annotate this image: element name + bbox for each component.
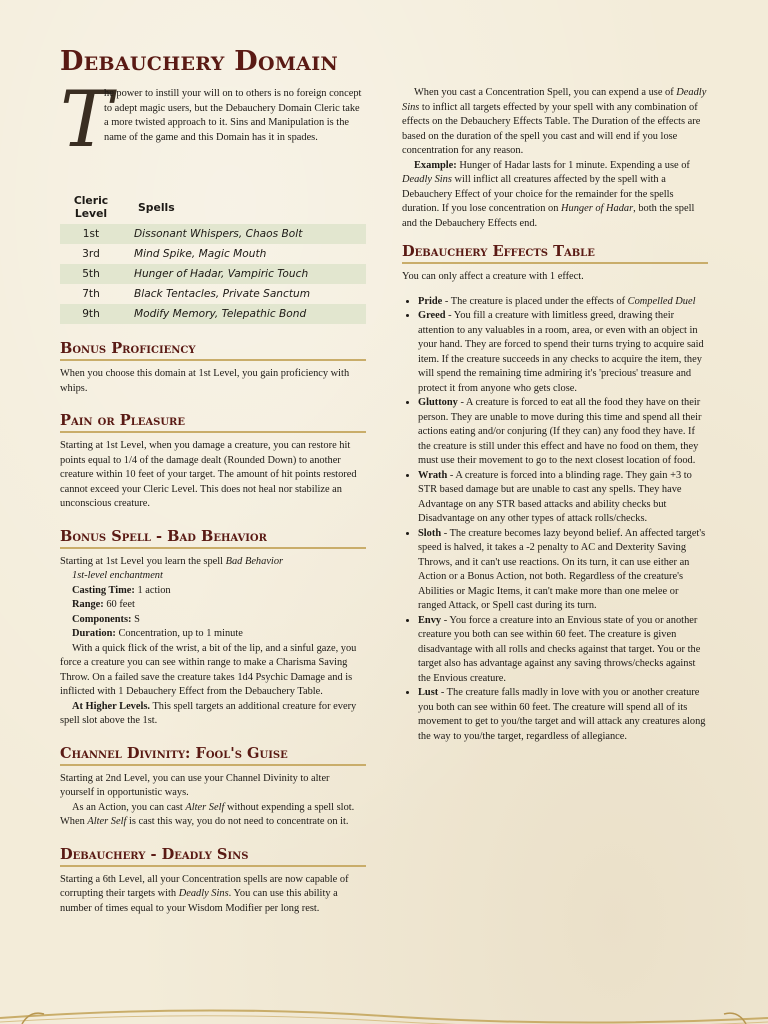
list-item	[418, 469, 708, 527]
list-item	[418, 309, 708, 396]
higher-levels-label: At Higher Levels.	[72, 700, 151, 712]
list-item	[418, 527, 708, 614]
spell-school: 1st-level enchantment	[72, 570, 163, 581]
intro-paragraph	[60, 75, 366, 187]
example-label: Example:	[414, 159, 457, 171]
effect-name: Sloth	[418, 527, 442, 539]
table-row	[60, 284, 366, 304]
footer-flourish	[0, 996, 768, 1024]
casting-time-value: 1 action	[134, 584, 171, 596]
effect-name: Greed	[418, 310, 446, 321]
effect-name: Envy	[418, 614, 442, 626]
cleric-level-cell: 5th	[60, 264, 128, 284]
effects-table-heading: Debauchery Effects Table	[402, 243, 708, 264]
table-row	[60, 244, 366, 264]
spell-description: With a quick flick of the wrist, a bit of the lip, and a sinful gaze, you force a creature you can see within range to make a Charisma Saving Throw. On a failed save the creature takes 1d4 Psychic Damage and is inflicted with 1 Debauchery Effect from the Debauchery Table.	[60, 642, 357, 697]
casting-time-label: Casting Time:	[72, 584, 135, 596]
domain-spells-table	[60, 191, 366, 324]
spells-cell: Modify Memory, Telepathic Bond	[128, 304, 366, 324]
bonus-spell-heading: Bonus Spell - Bad Behavior	[60, 528, 366, 549]
higher-levels-text: This spell targets an additional creature for every spell slot above the 1st.	[60, 700, 357, 726]
header-spells: Spells	[138, 200, 175, 214]
effect-name: Wrath	[418, 469, 448, 481]
spell-higher-levels	[60, 700, 366, 729]
spell-duration	[72, 627, 366, 642]
spells-cell: Dissonant Whispers, Chaos Bolt	[128, 224, 366, 244]
ex-c: , both the spell and the Debauchery Effects end.	[402, 203, 695, 229]
effect-text: - A creature is forced to eat all the food they have on their person. They are unable to move during this time and spend all their actions eating and/or conjuring (If they can) any food they have. If the creature is still under this effect and have no food on them, they must use their movement to go to the next closest location of food.	[418, 397, 702, 466]
effect-text: - A creature is forced into a blinding rage. They gain +3 to STR based damage but are unable to cast any spells. They have Advantage on any STR based attacks and ability checks but Disadvantage on any other types of attack rolls/checks.	[418, 469, 692, 524]
effect-text: - You fill a creature with limitless greed, drawing their attention to any valuables in a room, area, or even with an object in your hand. They are forced to spend their turns trying to acquire said item. If the creature succeeds in any checks to acquire the item, they will spend the remaining time admiring it's 'precious' treasure and protect it from anyone who gets close.	[418, 310, 704, 394]
effects-list	[402, 295, 708, 745]
list-item	[418, 614, 708, 687]
ex-a: Hunger of Hadar lasts for 1 minute. Expending a use of	[456, 159, 690, 171]
deadly-sins-text	[60, 873, 366, 917]
example-paragraph	[402, 159, 708, 232]
list-item	[418, 396, 708, 469]
cleric-level-cell: 3rd	[82, 248, 100, 260]
bonus-spell-intro-text: Starting at 1st Level you learn the spell	[60, 555, 226, 567]
channel-divinity-text: Starting at 2nd Level, you can use your Channel Divinity to alter yourself in opportunistic ways.	[60, 772, 330, 798]
cd-spell-2: Alter Self	[87, 816, 127, 827]
cleric-level-cell: 1st	[60, 224, 128, 244]
bonus-proficiency-text: When you choose this domain at 1st Level, you gain proficiency with whips.	[60, 368, 350, 394]
cd-text-b: without expending a spell slot. When	[60, 801, 355, 827]
intro-text: he power to instill your will on to others is no foreign concept to adept magic users, but the Debauchery Domain Cleric take a more twisted approach to it. Sins and Manipulation is the name of the game and this Domain has it in spades.	[104, 88, 362, 143]
duration-value: Concentration, up to 1 minute	[115, 628, 243, 639]
components-value: S	[131, 613, 140, 625]
range-value: 60 feet	[103, 599, 135, 610]
ds-text-a: Starting a 6th Level, all your Concentration spells are now capable of corrupting their targets with	[60, 873, 349, 899]
concentration-paragraph	[402, 86, 708, 159]
effect-text: - The creature is placed under the effects of	[442, 295, 628, 307]
table-row	[60, 264, 366, 284]
spells-cell: Mind Spike, Magic Mouth	[134, 248, 267, 260]
channel-divinity-alter-self	[60, 801, 366, 830]
table-row	[60, 224, 366, 244]
spells-cell: Hunger of Hadar, Vampiric Touch	[128, 264, 366, 284]
table-row	[60, 304, 366, 324]
effect-text: - You force a creature into an Envious state of you or another creature you both can see within 60 feet. The creature is given disadvantage with all rolls and checks against that target. You or the target also has advantage against any saving throws/checks against the Envious creature.	[418, 614, 701, 684]
ds-text-b: . You can use this ability a number of times equal to your Wisdom Modifier per long rest.	[60, 888, 338, 914]
spell-range	[72, 598, 366, 613]
cd-text-c: is cast this way, you do not need to concentrate on it.	[126, 816, 349, 827]
ri-p1-a: When you cast a Concentration Spell, you can expend a use of	[414, 87, 677, 98]
list-item	[418, 295, 708, 310]
spell-components	[72, 613, 366, 628]
right-column	[402, 86, 708, 744]
ex-b: will inflict all creatures affected by the spell with a Debauchery Effect of your choice for the remainder for the spells duration. If you lose concentration on	[402, 174, 674, 214]
header-cleric-level: Cleric Level	[73, 194, 109, 220]
spells-cell: Black Tentacles, Private Sanctum	[134, 288, 311, 300]
ex-em1: Deadly Sins	[402, 174, 452, 185]
dropcap-letter: T	[60, 75, 113, 165]
duration-label: Duration:	[72, 628, 116, 639]
deadly-sins-heading: Debauchery - Deadly Sins	[60, 846, 366, 867]
list-item	[418, 686, 708, 744]
pain-or-pleasure-text: Starting at 1st Level, when you damage a creature, you can restore hit points equal to 1/4 of the damage dealt (Rounded Down) to another creature within 10 feet of your target. The amount of hit points restored cannot exceed your Cleric Level. This does not heal nor stabilize an unconscious creature.	[60, 440, 357, 509]
page-title: Debauchery Domain	[60, 46, 339, 77]
bonus-spell-name: Bad Behavior	[225, 555, 284, 567]
cleric-level-cell: 9th	[60, 304, 128, 324]
ex-em2: Hunger of Hadar	[561, 203, 634, 214]
bonus-proficiency-heading: Bonus Proficiency	[60, 340, 366, 361]
spell-casting-time	[72, 584, 366, 599]
effect-text: - The creature becomes lazy beyond belief. An affected target's speed is halved, it takes a -2 penalty to AC and Dexterity Saving Throws, and it can't use reactions. On its turn, it can use either an Action or a Bonus Action, not both. Regardless of the creature's Abilities or Magic Items, it can't make more than one melee or ranged Attack, or Spell cast during its turn.	[418, 527, 706, 611]
cleric-level-cell: 7th	[82, 288, 100, 300]
table-header-row	[60, 191, 366, 224]
pain-or-pleasure-heading: Pain or Pleasure	[60, 412, 366, 433]
left-column	[60, 46, 366, 916]
ri-p1-em: Deadly Sins	[402, 87, 707, 113]
cd-text-a: As an Action, you can cast	[72, 801, 186, 813]
bonus-spell-intro	[60, 555, 366, 570]
range-label: Range:	[72, 599, 104, 610]
components-label: Components:	[72, 613, 132, 625]
effect-name: Lust	[418, 687, 439, 698]
effect-spell: Compelled Duel	[627, 295, 696, 307]
effects-table-subtext: You can only affect a creature with 1 effect.	[402, 271, 584, 282]
ri-p1-b: to inflict all targets effected by your spell with any combination of effects on the Debauchery Effects Table. The Duration of the effects are based on the duration of the spell you cast and will end if you lose concentration for any reason.	[402, 101, 701, 156]
channel-divinity-heading: Channel Divinity: Fool's Guise	[60, 745, 366, 766]
effect-text: - The creature falls madly in love with you or another creature you both can see within 60 feet. The creature will spend all of its movement to get to you/the target and will attack any creatures along the way to you/the target, regardless of allegiance.	[418, 687, 706, 742]
effect-name: Gluttony	[418, 397, 458, 408]
cd-spell-1: Alter Self	[185, 801, 225, 813]
effect-name: Pride	[418, 295, 443, 307]
ds-deadly-sins: Deadly Sins	[178, 888, 229, 899]
